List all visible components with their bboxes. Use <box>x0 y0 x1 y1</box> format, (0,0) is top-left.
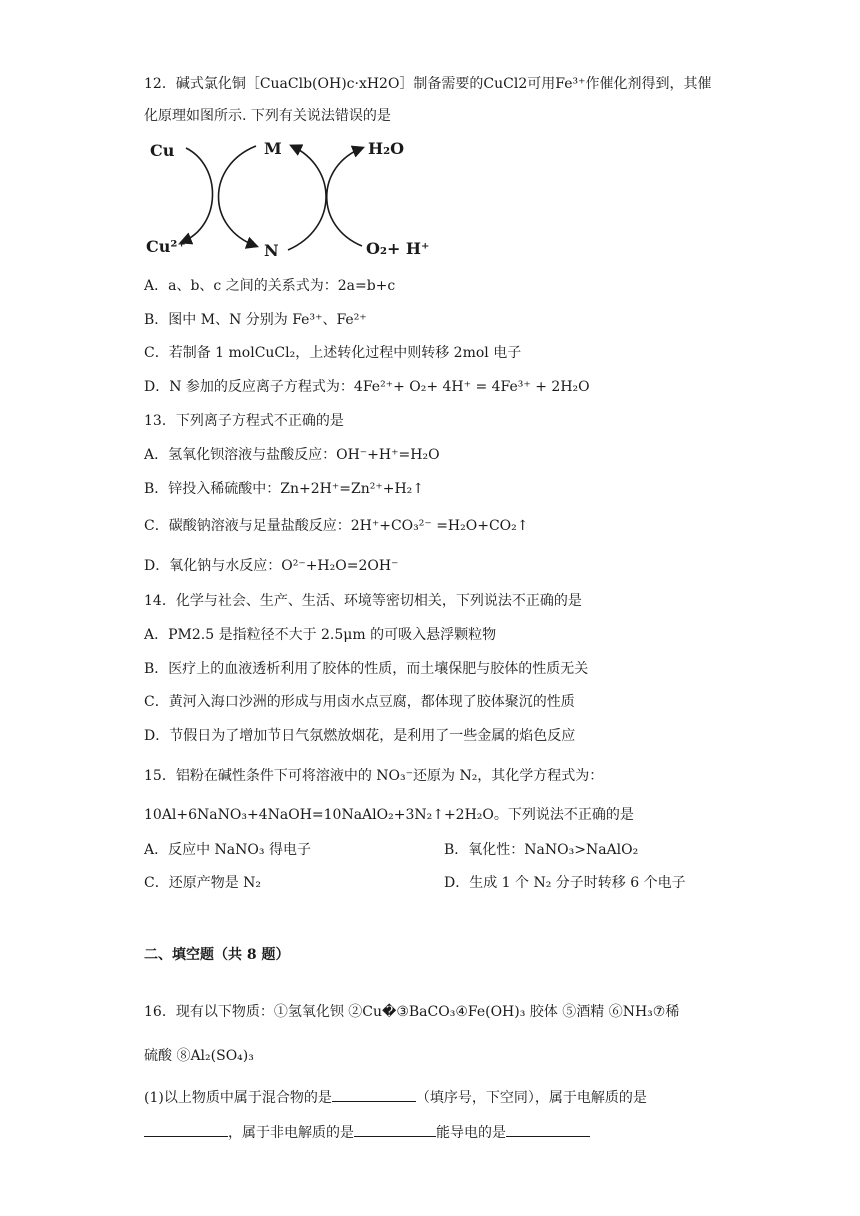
q14-option-d: D．节假日为了增加节日气氛燃放烟花，是利用了一些金属的焰色反应 <box>144 728 576 744</box>
q16-sub1-text-b: （填序号，下空同），属于电解质的是 <box>415 1090 647 1106</box>
label-m: M <box>264 139 282 158</box>
label-n: N <box>264 241 279 260</box>
catalysis-cycle-diagram <box>144 132 444 262</box>
q15-stem-line1: 15．铝粉在碱性条件下可将溶液中的 NO₃⁻还原为 N₂，其化学方程式为： <box>144 768 604 784</box>
arc-cu-to-cu2 <box>182 148 213 242</box>
q15-stem-line2: 10Al+6NaNO₃+4NaOH=10NaAlO₂+3N₂↑+2H₂O。下列说法不正确的是 <box>144 807 634 823</box>
q13-option-a: A．氢氧化钡溶液与盐酸反应：OH⁻+H⁺=H₂O <box>144 447 440 463</box>
q14-option-b: B．医疗上的血液透析利用了胶体的性质，而土壤保肥与胶体的性质无关 <box>144 661 589 677</box>
q15-option-c: C．还原产物是 N₂ <box>144 875 262 891</box>
q14-option-a: A．PM2.5 是指粒径不大于 2.5μm 的可吸入悬浮颗粒物 <box>144 627 497 643</box>
arc-n-to-m <box>288 146 326 250</box>
answer-blank-mixtures[interactable] <box>332 1087 416 1102</box>
q13-stem: 13．下列离子方程式不正确的是 <box>144 413 344 429</box>
q16-sub1-line1 <box>144 1087 647 1108</box>
q14-stem: 14．化学与社会、生产、生活、环境等密切相关，下列说法不正确的是 <box>144 593 582 609</box>
q15-option-d: D．生成 1 个 N₂ 分子时转移 6 个电子 <box>444 875 686 891</box>
q16-sub1-text-a: (1)以上物质中属于混合物的是 <box>144 1090 332 1106</box>
label-o2-h: O₂+ H⁺ <box>366 239 430 258</box>
label-cu: Cu <box>150 141 175 160</box>
q13-option-d: D．氧化钠与水反应：O²⁻+H₂O=2OH⁻ <box>144 558 399 574</box>
q13-option-b: B．锌投入稀硫酸中：Zn+2H⁺=Zn²⁺+H₂↑ <box>144 481 425 497</box>
section-fill-in-title: 二、填空题（共 8 题） <box>144 947 290 963</box>
answer-blank-electrolytes[interactable] <box>144 1122 228 1137</box>
arc-o2-to-h2o <box>327 148 362 246</box>
q12-option-b: B．图中 M、N 分别为 Fe³⁺、Fe²⁺ <box>144 312 367 328</box>
q14-option-c: C．黄河入海口沙洲的形成与用卤水点豆腐，都体现了胶体聚沉的性质 <box>144 694 575 710</box>
q15-option-a: A．反应中 NaNO₃ 得电子 <box>144 842 311 858</box>
q16-stem-line1: 16．现有以下物质：①氢氧化钡 ②Cu�③BaCO₃④Fe(OH)₃ 胶体 ⑤酒精 ⑥NH₃⑦稀 <box>144 1004 680 1020</box>
answer-blank-nonelectrolytes[interactable] <box>354 1122 436 1137</box>
q15-option-b: B．氧化性：NaNO₃>NaAlO₂ <box>444 842 639 858</box>
q12-option-a: A．a、b、c 之间的关系式为：2a=b+c <box>144 278 396 294</box>
label-h2o: H₂O <box>368 139 405 158</box>
q13-option-c: C．碳酸钠溶液与足量盐酸反应：2H⁺+CO₃²⁻ =H₂O+CO₂↑ <box>144 518 529 534</box>
q16-sub1-text-d: 能导电的是 <box>436 1125 506 1141</box>
q16-stem-line2: 硫酸 ⑧Al₂(SO₄)₃ <box>144 1048 254 1064</box>
q12-option-c: C．若制备 1 molCuCl₂，上述转化过程中则转移 2mol 电子 <box>144 345 522 361</box>
q12-stem-line2: 化原理如图所示. 下列有关说法错误的是 <box>144 108 391 124</box>
answer-blank-conductors[interactable] <box>506 1122 590 1137</box>
label-cu2plus: Cu²⁺ <box>146 237 186 256</box>
arc-m-to-n <box>219 146 257 246</box>
q16-sub1-line2 <box>144 1122 590 1143</box>
q12-option-d: D．N 参加的反应离子方程式为：4Fe²⁺+ O₂+ 4H⁺ = 4Fe³⁺ + 2H₂O <box>144 379 590 395</box>
q12-stem-line1: 12．碱式氯化铜［CuaClb(OH)c·xH2O］制备需要的CuCl2可用Fe³⁺作催化剂得到，其催 <box>144 76 712 92</box>
q16-sub1-text-c: ，属于非电解质的是 <box>228 1125 354 1141</box>
